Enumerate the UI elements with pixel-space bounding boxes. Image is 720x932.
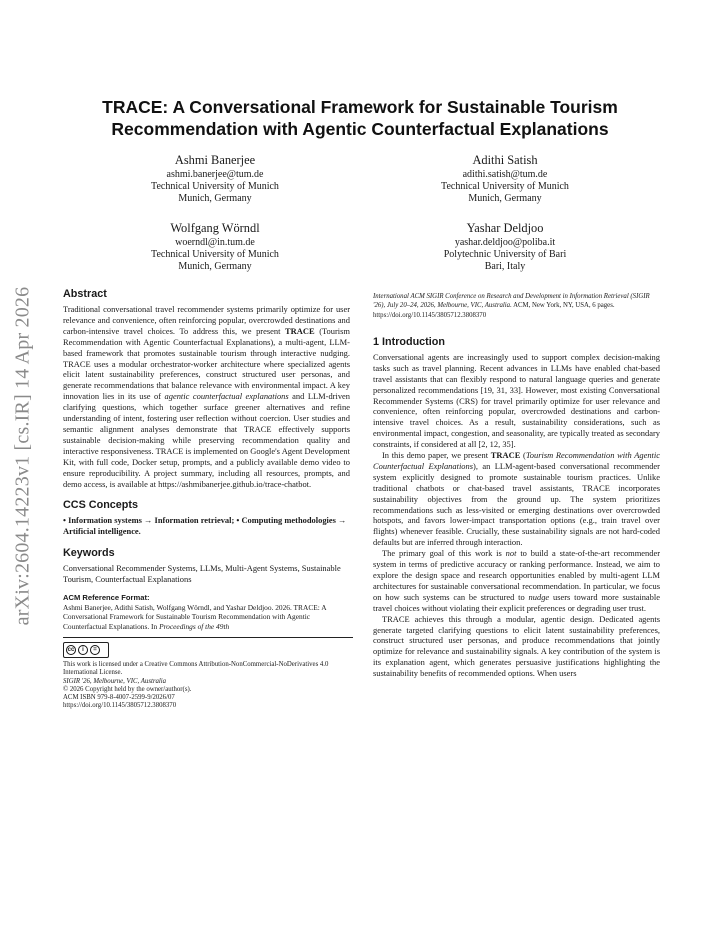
arxiv-identifier: arXiv:2604.14223v1 [cs.IR] 14 Apr 2026 (11, 286, 34, 626)
ccs-text: • Information systems → Information retrieval; • Computing methodologies → Artificial intelligence. (63, 515, 347, 537)
author-block-1 (95, 153, 335, 205)
intro-paragraph-4: TRACE achieves this through a modular, agentic design. Dedicated agents generate targeted clarifying questions to elicit latent sustainability preferences, construct structured user personas, and produce recommendations that jointly optimize for relevance and sustainability signals. A key contribution of the system is its explanation agent, which generates persuasive justifications highlighting the sustainability benefits of recommended options. When users (373, 613, 660, 679)
cc-icon: cc (67, 646, 75, 653)
title-line-1: TRACE: A Conversational Framework for Sustainable Tourism (102, 97, 618, 117)
intro-paragraph-2: In this demo paper, we present TRACE (Tourism Recommendation with Agentic Counterfactual Explanations), an LLM-agent-based conversational recommender system explicitly designed to promote sustainable tourism practices. Unlike traditional chatbots or chat-based travel assistants, TRACE incorporates sustainability objectives from the ground up. The system prioritizes recommendations such as less-visited or emerging destinations over overcrowded hotspots, and favors lower-impact transportation options (e.g., train travel over flights) whenever feasible. Crucially, these sustainability signals are not hard-coded defaults but are inferred through interaction. (373, 450, 660, 548)
abstract-heading: Abstract (63, 288, 107, 300)
license-venue: SIGIR '26, Melbourne, VIC, Australia (63, 677, 167, 685)
license-isbn: ACM ISBN 979-8-4007-2599-9/2026/07 (63, 694, 175, 702)
intro-paragraph-3: The primary goal of this work is not to build a state-of-the-art recommender system in terms of predictive accuracy or ranking performance. Instead, we aim to explore the design space and research opportunities enabled by multi-agent LLM architectures for sustainable conversational recommendation. In particular, we focus on how such systems can be structured to nudge users toward more sustainable travel choices without violating their explicit preferences or degrading user trust. (373, 548, 660, 613)
author-affiliation: Polytechnic University of Bari (443, 249, 567, 260)
author-affiliation: Technical University of Munich (151, 181, 279, 192)
ccs-heading: CCS Concepts (63, 499, 138, 512)
title-line-2: Recommendation with Agentic Counterfactual Explanations (111, 119, 609, 139)
acm-reference-heading: ACM Reference Format: (63, 593, 150, 603)
author-block-2 (385, 153, 625, 205)
keywords-heading: Keywords (63, 547, 115, 560)
author-block-4 (385, 221, 625, 273)
author-email: yashar.deldjoo@poliba.it (454, 237, 556, 248)
author-email: ashmi.banerjee@tum.de (166, 169, 264, 180)
conference-info: International ACM SIGIR Conference on Research and Development in Information Retrieval (SIGIR '26), July 20–24, 2026, Melbourne, VIC, Australia. ACM, New York, NY, USA, 6 pages. https://doi.org/10.1145/3805712.3808370 (373, 293, 650, 319)
author-block-3 (95, 221, 335, 273)
keywords-text: Conversational Recommender Systems, LLMs, Multi-Agent Systems, Sustainable Tourism, Counterfactual Explanations (63, 563, 341, 585)
author-location: Bari, Italy (484, 261, 526, 272)
author-name: Wolfgang Wörndl (170, 221, 260, 235)
by-icon: i (78, 645, 88, 655)
author-affiliation: Technical University of Munich (151, 249, 279, 260)
author-name: Ashmi Banerjee (174, 153, 256, 167)
intro-paragraph-1: Conversational agents are increasingly used to support complex decision-making tasks such as travel planning. Recent advances in LLMs have enabled chat-based travel assistants that can flexibly respond to natural language queries and generate personalized recommendations [19, 31, 33]. However, most existing Conversational Recommender Systems (CRS) for travel primarily optimize for user relevance and convenience, often reinforcing popular, overcrowded destinations and carbon-intensive travel choices. As a result, sustainability considerations, such as environmental impact, congestion, and seasonality, are typically treated as secondary constraints, if considered at all [2, 12, 35]. (373, 351, 660, 450)
author-affiliation: Technical University of Munich (441, 181, 569, 192)
abstract-text: Traditional conversational travel recommender systems primarily optimize for user relevance and convenience, often reinforcing popular, overcrowded destinations and carbon-intensive travel choices. To address this, we present TRACE (Tourism Recommendation with Agentic Counterfactual Explanations), a multi-agent, LLM-based framework that promotes sustainable tourism through interactive nudging. TRACE uses a modular orchestrator-worker architecture where specialized agents elicit latent sustainability preferences, construct structured user personas, and generate recommendations that balance relevance with environmental impact. A key innovation lies in its use of agentic counterfactual explanations and LLM-driven clarifying questions, which together surface greener alternatives and refine understanding of intent, fostering user reflection without coercion. User studies and semantic alignment analyses demonstrate that TRACE effectively supports sustainable decision-making while preserving recommendation quality and interactive responsiveness. TRACE is implemented on Google's Agent Development Kit, with full code, Docker setup, prompts, and a publicly available demo video to ensure reproducibility. A project summary, including all resources, prompts, and demo access, is available at https://ashmibanerjee.github.io/trace-chatbot. (63, 304, 350, 489)
footnote-rule (63, 637, 353, 638)
acm-reference-text: Ashmi Banerjee, Adithi Satish, Wolfgang Wörndl, and Yashar Deldjoo. 2026. TRACE: A Conversational Framework for Sustainable Tourism Recommendation with Agentic Counterfactual Explanations. In Proceedings of the 49th (63, 603, 327, 631)
license-doi: https://doi.org/10.1145/3805712.3808370 (63, 702, 177, 710)
author-email: woerndl@in.tum.de (175, 237, 255, 248)
author-location: Munich, Germany (178, 193, 252, 204)
author-location: Munich, Germany (178, 261, 252, 272)
paper-title (60, 96, 660, 140)
author-location: Munich, Germany (468, 193, 542, 204)
license-copyright: © 2026 Copyright held by the owner/author(s). (63, 685, 192, 693)
right-column (373, 292, 660, 679)
nd-icon: = (90, 645, 100, 655)
author-name: Yashar Deldjoo (466, 221, 544, 235)
author-name: Adithi Satish (472, 153, 538, 167)
creative-commons-badge (63, 642, 109, 658)
introduction-heading: 1 Introduction (373, 335, 445, 348)
author-email: adithi.satish@tum.de (462, 169, 548, 180)
left-column (63, 288, 350, 711)
license-text: This work is licensed under a Creative Commons Attribution-NonCommercial-NoDerivatives 4.0 International License. (63, 660, 329, 677)
